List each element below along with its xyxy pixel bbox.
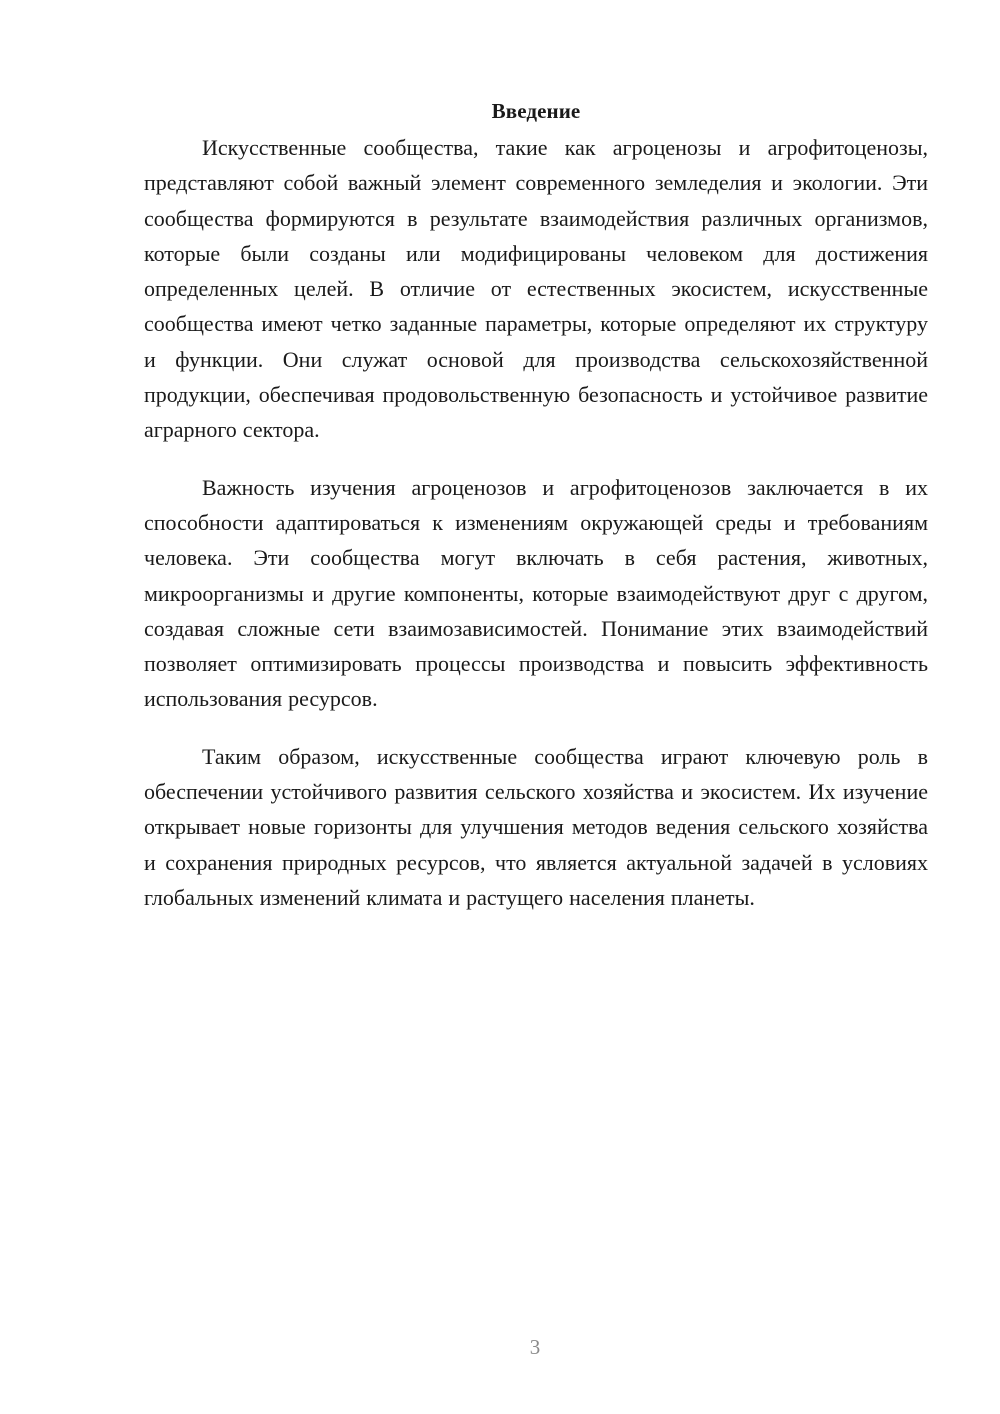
paragraph-2: Важность изучения агроценозов и агрофитоценозов заключается в их способности адаптироваться к изменениям окружающей среды и требованиям человека. Эти сообщества могут включать в себя растения, животных, микроорганизмы и другие компоненты, которые взаимодействуют друг с другом, создавая сложные сети взаимозависимостей. Понимание этих взаимодействий позволяет оптимизировать процессы производства и повысить эффективность использования ресурсов.	[144, 474, 928, 712]
page-number: 3	[529, 1335, 541, 1359]
page-content	[144, 96, 928, 937]
section-heading: Введение	[491, 99, 581, 123]
paragraph-1: Искусственные сообщества, такие как агроценозы и агрофитоценозы, представляют собой важный элемент современного земледелия и экологии. Эти сообщества формируются в результате взаимодействия различных организмов, которые были созданы или модифицированы человеком для достижения определенных целей. В отличие от естественных экосистем, искусственные сообщества имеют четко заданные параметры, которые определяют их структуру и функции. Они служат основой для производства сельскохозяйственной продукции, обеспечивая продовольственную безопасность и устойчивое развитие аграрного сектора.	[144, 135, 928, 443]
paragraph-3: Таким образом, искусственные сообщества играют ключевую роль в обеспечении устойчивого развития сельского хозяйства и экосистем. Их изучение открывает новые горизонты для улучшения методов ведения сельского хозяйства и сохранения природных ресурсов, что является актуальной задачей в условиях глобальных изменений климата и растущего населения планеты.	[144, 743, 928, 910]
